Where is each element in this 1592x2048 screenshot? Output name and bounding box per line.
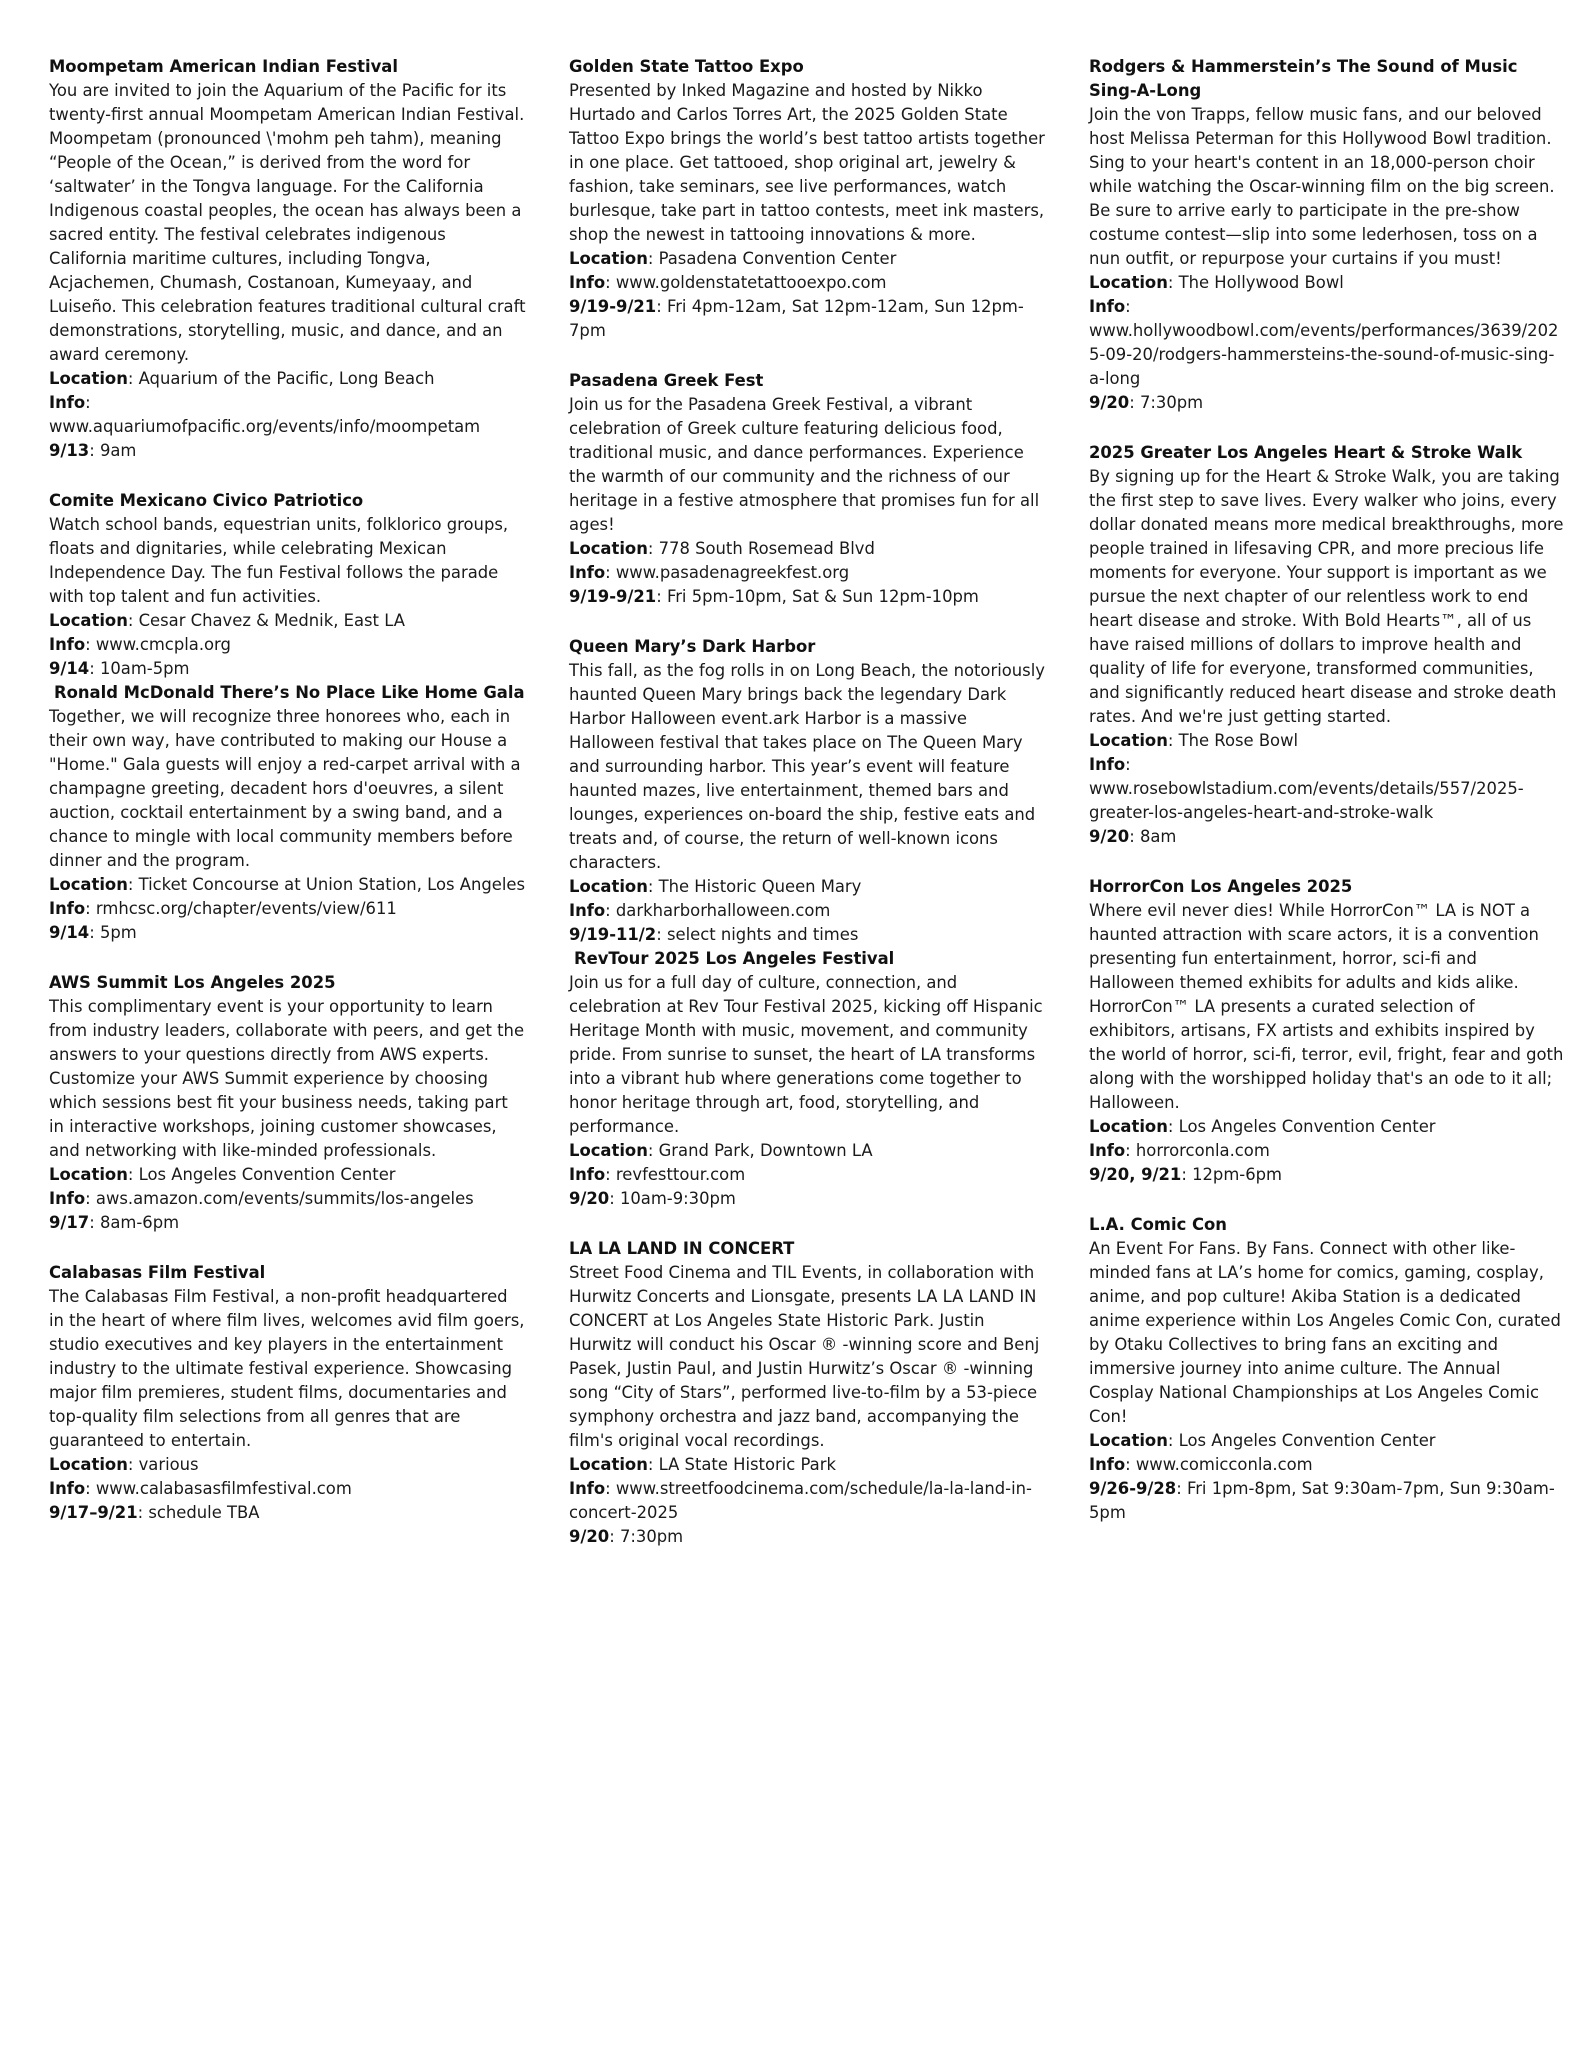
date-label: 9/20 (569, 1189, 610, 1208)
event-date: 9/14: 5pm (49, 923, 137, 942)
event-golden-state-tattoo (569, 55, 1047, 343)
date-label: 9/17 (49, 1213, 90, 1232)
location-value: Ticket Concourse at Union Station, Los Angeles (138, 875, 525, 894)
info-label: Info (1089, 297, 1126, 316)
event-description: By signing up for the Heart & Stroke Walk, you are taking the first step to save lives. Every walker who joins, every dollar donated means more medical breakthroughs, more people trained in lifesaving CPR, and more precious life moments for everyone. Your support is important as we pursue the next chapter of our relentless work to end heart disease and stroke. With Bold Hearts™, all of us have raised millions of dollars to improve health and quality of life for everyone, transformed communities, and significantly reduced heart disease and stroke death rates. And we're just getting started. (1089, 467, 1564, 726)
info-label: Info (49, 393, 86, 412)
event-title: RevTour 2025 Los Angeles Festival (574, 949, 895, 968)
info-label: Info (49, 635, 86, 654)
event-moompetam (49, 55, 527, 463)
event-info: Info: www.comicconla.com (1089, 1455, 1313, 1474)
event-info: Info: revfesttour.com (569, 1165, 746, 1184)
event-info: Info: www.hollywoodbowl.com/events/performances/3639/2025-09-20/rodgers-hammersteins-the-sound-of-music-sing-a-long (1089, 297, 1559, 388)
event-date: 9/20, 9/21: 12pm-6pm (1089, 1165, 1283, 1184)
location-label: Location (49, 369, 128, 388)
info-label: Info (1089, 755, 1126, 774)
event-description: Presented by Inked Magazine and hosted by Nikko Hurtado and Carlos Torres Art, the 2025 Golden State Tattoo Expo brings the world’s best tattoo artists together in one place. Get tattooed, shop original art, jewelry & fashion, take seminars, see live performances, watch burlesque, take part in tattoo contests, meet ink masters, shop the newest in tattooing innovations & more. (569, 81, 1045, 244)
info-label: Info (569, 1165, 606, 1184)
info-link[interactable]: darkharborhalloween.com (615, 901, 831, 920)
date-label: 9/19-9/21 (569, 297, 657, 316)
info-link[interactable]: horrorconla.com (1135, 1141, 1270, 1160)
time-value: Fri 1pm-8pm, Sat 9:30am-7pm, Sun 9:30am-5pm (1089, 1479, 1555, 1522)
time-value: Fri 5pm-10pm, Sat & Sun 12pm-10pm (666, 587, 979, 606)
date-label: 9/19-11/2 (569, 925, 657, 944)
date-label: 9/13 (49, 441, 90, 460)
location-label: Location (49, 611, 128, 630)
info-label: Info (1089, 1455, 1126, 1474)
event-location: Location: Cesar Chavez & Mednik, East LA (49, 611, 405, 630)
time-value: 8am-6pm (99, 1213, 180, 1232)
event-sound-of-music-sing-a-long (1089, 55, 1564, 415)
location-value: The Rose Bowl (1178, 731, 1299, 750)
event-info: Info: www.goldenstatetattooexpo.com (569, 273, 887, 292)
event-title: Pasadena Greek Fest (569, 371, 764, 390)
location-value: Pasadena Convention Center (658, 249, 897, 268)
event-date: 9/20: 7:30pm (1089, 393, 1204, 412)
event-date: 9/19-9/21: Fri 4pm-12am, Sat 12pm-12am, Sun 12pm-7pm (569, 297, 1024, 340)
event-la-la-land-concert (569, 1237, 1047, 1549)
event-description: The Calabasas Film Festival, a non-profit headquartered in the heart of where film lives, welcomes avid film goers, studio executives and key players in the entertainment industry to the ultimate festival experience. Showcasing major film premieres, student films, documentaries and top-quality film selections from all genres that are guaranteed to entertain. (49, 1287, 525, 1450)
event-la-comic-con (1089, 1213, 1564, 1525)
event-location: Location: The Hollywood Bowl (1089, 273, 1344, 292)
info-label: Info (569, 563, 606, 582)
event-description: Where evil never dies! While HorrorCon™ LA is NOT a haunted attraction with scare actors, it is a convention presenting fun entertainment, horror, sci-fi and Halloween themed exhibits for adults and kids alike. HorrorCon™ LA presents a curated selection of exhibitors, artisans, FX artists and exhibits inspired by the world of horror, sci-fi, terror, evil, fright, fear and goth along with the worshipped holiday that's an ode to it all; Halloween. (1089, 901, 1564, 1112)
info-link[interactable]: aws.amazon.com/events/summits/los-angeles (95, 1189, 474, 1208)
event-description: An Event For Fans. By Fans. Connect with other like-minded fans at LA’s home for comics, gaming, cosplay, anime, and pop culture! Akiba Station is a dedicated anime experience within Los Angeles Comic Con, curated by Otaku Collectives to bring fans an exciting and immersive journey into anime culture. The Annual Cosplay National Championships at Los Angeles Comic Con! (1089, 1239, 1561, 1426)
event-location: Location: Ticket Concourse at Union Station, Los Angeles (49, 875, 525, 894)
date-label: 9/20 (1089, 827, 1130, 846)
event-date: 9/19-9/21: Fri 5pm-10pm, Sat & Sun 12pm-10pm (569, 587, 979, 606)
event-info: Info: www.rosebowlstadium.com/events/details/557/2025-greater-los-angeles-heart-and-stroke-walk (1089, 755, 1524, 822)
event-info: Info: horrorconla.com (1089, 1141, 1270, 1160)
event-location: Location: Los Angeles Convention Center (49, 1165, 396, 1184)
location-label: Location (49, 1455, 128, 1474)
event-info: Info: rmhcsc.org/chapter/events/view/611 (49, 899, 397, 918)
event-title: Ronald McDonald There’s No Place Like Home Gala (54, 683, 525, 702)
info-link[interactable]: www.hollywoodbowl.com/events/performances/3639/2025-09-20/rodgers-hammersteins-the-sound-of-music-sing-a-long (1089, 321, 1559, 388)
column-1 (49, 55, 527, 1551)
location-value: Los Angeles Convention Center (1178, 1117, 1436, 1136)
time-value: 8am (1139, 827, 1177, 846)
location-label: Location (569, 1141, 648, 1160)
time-value: 10am-5pm (99, 659, 190, 678)
event-location: Location: Grand Park, Downtown LA (569, 1141, 873, 1160)
location-value: 778 South Rosemead Blvd (658, 539, 875, 558)
event-date: 9/26-9/28: Fri 1pm-8pm, Sat 9:30am-7pm, Sun 9:30am-5pm (1089, 1479, 1555, 1522)
event-location: Location: The Historic Queen Mary (569, 877, 862, 896)
event-date: 9/19-11/2: select nights and times (569, 925, 859, 944)
location-label: Location (49, 875, 128, 894)
event-queen-mary-dark-harbor (569, 635, 1047, 947)
date-label: 9/17–9/21 (49, 1503, 138, 1522)
location-value: LA State Historic Park (658, 1455, 836, 1474)
date-label: 9/26-9/28 (1089, 1479, 1177, 1498)
date-label: 9/19-9/21 (569, 587, 657, 606)
event-pasadena-greek-fest (569, 369, 1047, 609)
event-title: Golden State Tattoo Expo (569, 57, 804, 76)
time-value: 7:30pm (619, 1527, 684, 1546)
event-title: Calabasas Film Festival (49, 1263, 266, 1282)
event-title: 2025 Greater Los Angeles Heart & Stroke Walk (1089, 443, 1523, 462)
event-calabasas-film (49, 1261, 527, 1525)
event-date: 9/20: 8am (1089, 827, 1177, 846)
event-title: Comite Mexicano Civico Patriotico (49, 491, 364, 510)
event-date: 9/20: 7:30pm (569, 1527, 684, 1546)
location-value: Grand Park, Downtown LA (658, 1141, 873, 1160)
location-label: Location (1089, 1431, 1168, 1450)
info-label: Info (1089, 1141, 1126, 1160)
event-title: LA LA LAND IN CONCERT (569, 1239, 795, 1258)
location-value: Los Angeles Convention Center (1178, 1431, 1436, 1450)
location-value: Los Angeles Convention Center (138, 1165, 396, 1184)
date-label: 9/20 (1089, 393, 1130, 412)
event-revtour-festival (569, 947, 1047, 1211)
event-title: Rodgers & Hammerstein’s The Sound of Music Sing-A-Long (1089, 57, 1518, 100)
info-label: Info (569, 273, 606, 292)
event-location: Location: The Rose Bowl (1089, 731, 1299, 750)
event-info: Info: www.streetfoodcinema.com/schedule/la-la-land-in-concert-2025 (569, 1479, 1032, 1522)
event-info: Info: www.cmcpla.org (49, 635, 231, 654)
event-horrorcon (1089, 875, 1564, 1187)
event-date: 9/14: 10am-5pm (49, 659, 190, 678)
info-link[interactable]: www.pasadenagreekfest.org (615, 563, 850, 582)
location-value: The Historic Queen Mary (658, 877, 862, 896)
time-value: 7:30pm (1139, 393, 1204, 412)
location-label: Location (49, 1165, 128, 1184)
time-value: 9am (99, 441, 137, 460)
event-heart-stroke-walk (1089, 441, 1564, 849)
time-value: Fri 4pm-12am, Sat 12pm-12am, Sun 12pm-7pm (569, 297, 1024, 340)
info-link[interactable]: www.cmcpla.org (95, 635, 231, 654)
event-description: Join the von Trapps, fellow music fans, and our beloved host Melissa Peterman for this Hollywood Bowl tradition. Sing to your heart's content in an 18,000-person choir while watching the Oscar-winning film on the big screen. Be sure to arrive early to participate in the pre-show costume contest—slip into some lederhosen, toss on a nun outfit, or repurpose your curtains if you must! (1089, 105, 1555, 268)
location-label: Location (1089, 731, 1168, 750)
location-label: Location (569, 877, 648, 896)
location-value: Cesar Chavez & Mednik, East LA (138, 611, 405, 630)
event-description: Street Food Cinema and TIL Events, in collaboration with Hurwitz Concerts and Lionsgate, presents LA LA LAND IN CONCERT at Los Angeles State Historic Park. Justin Hurwitz will conduct his Oscar ® -winning score and Benj Pasek, Justin Paul, and Justin Hurwitz’s Oscar ® -winning song “City of Stars”, performed live-to-film by a 53-piece symphony orchestra and jazz band, accompanying the film's original vocal recordings. (569, 1263, 1040, 1450)
event-ronald-mcdonald-gala (49, 681, 527, 945)
location-label: Location (569, 1455, 648, 1474)
info-link[interactable]: rmhcsc.org/chapter/events/view/611 (95, 899, 397, 918)
event-title: Queen Mary’s Dark Harbor (569, 637, 816, 656)
event-location: Location: Pasadena Convention Center (569, 249, 897, 268)
date-label: 9/20 (569, 1527, 610, 1546)
location-value: various (138, 1455, 199, 1474)
location-label: Location (1089, 1117, 1168, 1136)
event-title: L.A. Comic Con (1089, 1215, 1227, 1234)
time-value: select nights and times (666, 925, 859, 944)
event-date: 9/20: 10am-9:30pm (569, 1189, 736, 1208)
date-label: 9/20, 9/21 (1089, 1165, 1182, 1184)
location-label: Location (1089, 273, 1168, 292)
location-value: Aquarium of the Pacific, Long Beach (138, 369, 435, 388)
event-info: Info: www.calabasasfilmfestival.com (49, 1479, 352, 1498)
event-description: Join us for the Pasadena Greek Festival, a vibrant celebration of Greek culture featuring delicious food, traditional music, and dance performances. Experience the warmth of our community and the richness of our heritage in a festive atmosphere that promises fun for all ages! (569, 395, 1040, 534)
location-label: Location (569, 249, 648, 268)
event-title: HorrorCon Los Angeles 2025 (1089, 877, 1353, 896)
info-label: Info (49, 899, 86, 918)
time-value: schedule TBA (148, 1503, 260, 1522)
event-location: Location: various (49, 1455, 199, 1474)
event-comite-mexicano (49, 489, 527, 681)
event-aws-summit (49, 971, 527, 1235)
column-2 (569, 55, 1047, 1575)
info-link[interactable]: www.calabasasfilmfestival.com (95, 1479, 352, 1498)
event-location: Location: Aquarium of the Pacific, Long Beach (49, 369, 435, 388)
info-label: Info (569, 1479, 606, 1498)
time-value: 12pm-6pm (1192, 1165, 1283, 1184)
info-label: Info (49, 1189, 86, 1208)
info-link[interactable]: www.aquariumofpacific.org/events/info/moompetam (49, 417, 481, 436)
event-location: Location: Los Angeles Convention Center (1089, 1431, 1436, 1450)
time-value: 5pm (99, 923, 137, 942)
info-link[interactable]: www.rosebowlstadium.com/events/details/557/2025-greater-los-angeles-heart-and-stroke-walk (1089, 779, 1524, 822)
info-link[interactable]: www.streetfoodcinema.com/schedule/la-la-land-in-concert-2025 (569, 1479, 1032, 1522)
event-description: Join us for a full day of culture, connection, and celebration at Rev Tour Festival 2025, kicking off Hispanic Heritage Month with music, movement, and community pride. From sunrise to sunset, the heart of LA transforms into a vibrant hub where generations come together to honor heritage through art, food, storytelling, and performance. (569, 973, 1043, 1136)
event-info: Info: darkharborhalloween.com (569, 901, 831, 920)
event-info: Info: www.aquariumofpacific.org/events/info/moompetam (49, 393, 481, 436)
info-label: Info (569, 901, 606, 920)
event-description: This fall, as the fog rolls in on Long Beach, the notoriously haunted Queen Mary brings back the legendary Dark Harbor Halloween event.ark Harbor is a massive Halloween festival that takes place on The Queen Mary and surrounding harbor. This year’s event will feature haunted mazes, live entertainment, themed bars and lounges, experiences on-board the ship, festive eats and treats and, of course, the return of well-known icons characters. (569, 661, 1045, 872)
time-value: 10am-9:30pm (619, 1189, 736, 1208)
info-label: Info (49, 1479, 86, 1498)
event-location: Location: Los Angeles Convention Center (1089, 1117, 1436, 1136)
event-date: 9/17–9/21: schedule TBA (49, 1503, 260, 1522)
event-description: You are invited to join the Aquarium of the Pacific for its twenty-first annual Moompetam American Indian Festival. Moompetam (pronounced \'mohm peh tahm), meaning “People of the Ocean,” is derived from the word for ‘saltwater’ in the Tongva language. For the California Indigenous coastal peoples, the ocean has always been a sacred entity. The festival celebrates indigenous California maritime cultures, including Tongva, Acjachemen, Chumash, Costanoan, Kumeyaay, and Luiseño. This celebration features traditional cultural craft demonstrations, storytelling, music, and dance, and an award ceremony. (49, 81, 526, 364)
info-link[interactable]: revfesttour.com (615, 1165, 746, 1184)
event-date: 9/13: 9am (49, 441, 137, 460)
info-link[interactable]: www.comicconla.com (1135, 1455, 1313, 1474)
event-title: Moompetam American Indian Festival (49, 57, 398, 76)
info-link[interactable]: www.goldenstatetattooexpo.com (615, 273, 887, 292)
event-date: 9/17: 8am-6pm (49, 1213, 180, 1232)
event-info: Info: aws.amazon.com/events/summits/los-angeles (49, 1189, 474, 1208)
event-title: AWS Summit Los Angeles 2025 (49, 973, 336, 992)
event-description: This complimentary event is your opportunity to learn from industry leaders, collaborate with peers, and get the answers to your questions directly from AWS experts. Customize your AWS Summit experience by choosing which sessions best fit your business needs, taking part in interactive workshops, joining customer showcases, and networking with like-minded professionals. (49, 997, 525, 1160)
column-3 (1089, 55, 1564, 1551)
location-label: Location (569, 539, 648, 558)
date-label: 9/14 (49, 923, 90, 942)
event-description: Watch school bands, equestrian units, folklorico groups, floats and dignitaries, while celebrating Mexican Independence Day. The fun Festival follows the parade with top talent and fun activities. (49, 515, 509, 606)
event-location: Location: 778 South Rosemead Blvd (569, 539, 875, 558)
event-description: Together, we will recognize three honorees who, each in their own way, have contributed to making our House a "Home." Gala guests will enjoy a red-carpet arrival with a champagne greeting, decadent hors d'oeuvres, a silent auction, cocktail entertainment by a swing band, and a chance to mingle with local community members before dinner and the program. (49, 707, 521, 870)
date-label: 9/14 (49, 659, 90, 678)
location-value: The Hollywood Bowl (1178, 273, 1344, 292)
event-info: Info: www.pasadenagreekfest.org (569, 563, 850, 582)
event-location: Location: LA State Historic Park (569, 1455, 836, 1474)
